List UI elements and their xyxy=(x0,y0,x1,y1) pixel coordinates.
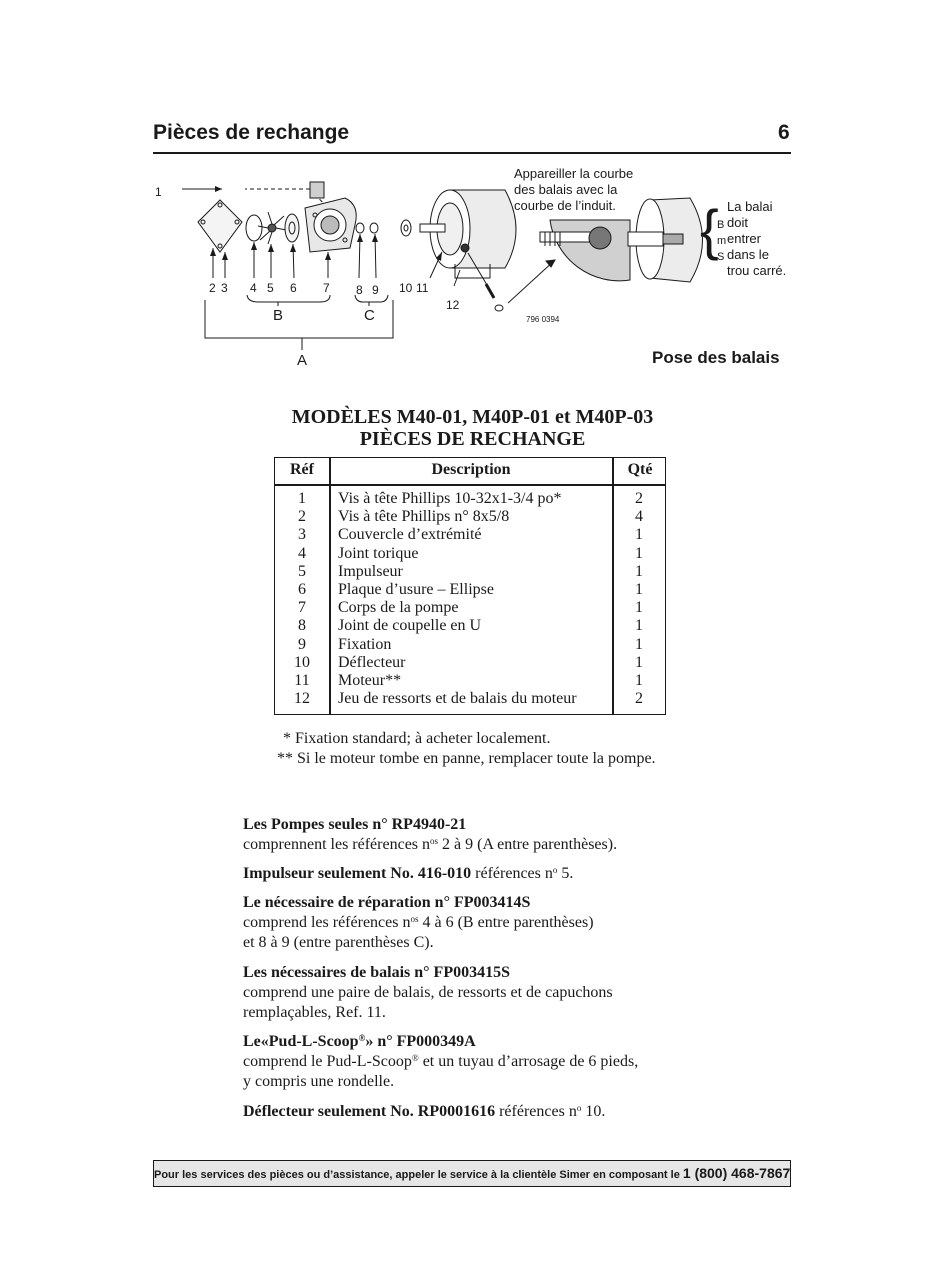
column-header-description: Description xyxy=(431,461,511,478)
page-title: Pièces de rechange xyxy=(153,121,350,144)
kit-description: comprennent les références $n^{os}$ 2 à 9 (A entre parenthèses). xyxy=(243,836,618,853)
kit-title: Déflecteur seulement No. RP0001616 xyxy=(243,1103,496,1120)
caption-line: entrer xyxy=(727,231,761,246)
header-divider xyxy=(275,484,665,486)
callout-3: 3 xyxy=(221,281,228,295)
kit-description: références $n^o$ 5. xyxy=(471,865,574,882)
cell-qty: 2 xyxy=(635,490,643,507)
callout-8: 8 xyxy=(356,283,363,297)
cell-description: Joint torique xyxy=(338,544,419,562)
footnote-mark: * xyxy=(283,730,291,747)
kit-description: comprend le Pud-L-Scoop® et un tuyau d’arrosage de 6 pieds, xyxy=(243,1053,639,1070)
column-header-qty: Qté xyxy=(627,461,653,478)
brace-symbol: { xyxy=(700,198,719,261)
kit-description: comprend une paire de balais, de ressorts et de capuchons xyxy=(243,984,613,1001)
group-label-c: C xyxy=(364,307,375,324)
kit-description: et 8 à 9 (entre parenthèses C). xyxy=(243,934,434,951)
caption-line: des balais avec la xyxy=(514,182,618,197)
callout-2: 2 xyxy=(209,281,216,295)
kit-description: références $n^o$ 10. xyxy=(495,1103,606,1120)
table-row xyxy=(275,599,665,617)
callout-4: 4 xyxy=(250,281,257,295)
cell-qty: 4 xyxy=(635,508,643,526)
callout-6: 6 xyxy=(290,281,297,295)
footnote-text: Si le moteur tombe en panne, remplacer toute la pompe. xyxy=(297,750,656,767)
cell-description: Moteur** xyxy=(338,672,402,689)
table-row xyxy=(275,545,665,563)
brush-match-caption xyxy=(514,166,654,214)
cell-ref: 9 xyxy=(298,635,306,653)
caption-line: courbe de l’induit. xyxy=(514,198,616,213)
kit-brush xyxy=(243,963,613,1023)
kit-pump-only xyxy=(243,815,617,855)
table-row xyxy=(275,636,665,654)
callout-12: 12 xyxy=(446,298,460,312)
cell-qty: 2 xyxy=(635,690,643,708)
service-footer xyxy=(153,1160,791,1187)
cell-ref: 12 xyxy=(294,690,310,708)
kit-deflector-only xyxy=(243,1102,605,1122)
exploded-parts-diagram xyxy=(150,160,795,375)
kit-impeller-only xyxy=(243,864,573,884)
page-number: 6 xyxy=(778,121,790,144)
kit-title: Le«Pud-L-Scoop®» n° FP000349A xyxy=(243,1033,476,1050)
table-row xyxy=(275,508,665,526)
cell-description: Jeu de ressorts et de balais du moteur xyxy=(338,690,577,708)
footnote-mark: ** xyxy=(277,750,293,767)
caption-line: dans le xyxy=(727,247,769,262)
caption-line: La balai xyxy=(727,199,773,214)
callout-1: 1 xyxy=(155,185,162,199)
kit-description: remplaçables, Ref. 11. xyxy=(243,1004,386,1021)
brush-hole-caption xyxy=(727,199,797,279)
callout-7: 7 xyxy=(323,281,330,295)
caption-fragment xyxy=(717,217,726,265)
table-row xyxy=(275,490,665,508)
column-header-ref: Réf xyxy=(290,461,314,478)
group-label-b: B xyxy=(273,307,284,324)
kit-title: Le nécessaire de réparation n° FP003414S xyxy=(243,894,531,911)
cell-qty: 1 xyxy=(635,526,643,544)
cell-qty: 1 xyxy=(635,562,643,580)
cell-ref: 3 xyxy=(298,526,306,544)
cell-qty: 1 xyxy=(635,581,643,598)
caption-line: doit xyxy=(727,215,748,230)
cell-description: Vis à tête Phillips 10-32x1-3/4 po* xyxy=(338,490,562,507)
table-row xyxy=(275,690,665,708)
cell-qty: 1 xyxy=(635,635,643,653)
footnote-text: Fixation standard; à acheter localement. xyxy=(295,730,551,747)
cell-qty: 1 xyxy=(635,617,643,635)
kit-title: Impulseur seulement No. 416-010 xyxy=(243,865,472,882)
footer-phone: 1 (800) 468-7867 xyxy=(682,1165,791,1181)
figure-code: 796 0394 xyxy=(526,315,560,324)
caption-line: B xyxy=(717,219,725,231)
kit-title: Les nécessaires de balais n° FP003415S xyxy=(243,964,510,981)
cell-ref: 7 xyxy=(298,599,306,617)
cell-ref: 5 xyxy=(298,562,306,580)
header-rule xyxy=(153,152,791,154)
table-row xyxy=(275,654,665,672)
kit-title: Les Pompes seules n° RP4940-21 xyxy=(243,816,467,833)
group-label-a: A xyxy=(297,352,308,369)
cell-ref: 8 xyxy=(298,617,306,635)
cell-description: Plaque d’usure – Ellipse xyxy=(338,581,494,598)
cell-ref: 10 xyxy=(294,653,310,671)
cell-description: Impulseur xyxy=(338,562,403,580)
caption-line: S xyxy=(717,251,725,263)
cell-description: Couvercle d’extrémité xyxy=(338,526,482,544)
footnote-2 xyxy=(277,750,656,768)
kit-description: comprend les références $n^{os}$ 4 à 6 (B entre parenthèses) xyxy=(243,914,594,931)
cell-ref: 11 xyxy=(294,672,310,689)
cell-description: Fixation xyxy=(338,635,392,653)
table-row xyxy=(275,526,665,544)
caption-line: Appareiller la courbe xyxy=(514,166,634,181)
kit-repair xyxy=(243,893,594,953)
cell-description: Déflecteur xyxy=(338,653,406,671)
cell-description: Vis à tête Phillips n° 8x5/8 xyxy=(338,508,510,526)
kit-pud-l-scoop xyxy=(243,1032,638,1092)
footnote-1 xyxy=(283,730,550,748)
cell-qty: 1 xyxy=(635,599,643,617)
caption-line: m xyxy=(717,235,727,247)
parts-table xyxy=(274,457,666,715)
callout-10: 10 xyxy=(399,281,413,295)
callout-11: 11 xyxy=(416,281,429,295)
cell-ref: 1 xyxy=(298,490,306,507)
parts-list-title xyxy=(250,406,695,450)
callout-9: 9 xyxy=(372,283,379,297)
parts-title-line-2: PIÈCES DE RECHANGE xyxy=(359,428,586,450)
table-row xyxy=(275,672,665,690)
cell-description: Joint de coupelle en U xyxy=(338,617,482,635)
table-row xyxy=(275,617,665,635)
cell-ref: 6 xyxy=(298,581,306,598)
footer-text: Pour les services des pièces ou d’assistance, appeler le service à la clientèle Simer en composant le xyxy=(154,1169,683,1181)
cell-ref: 2 xyxy=(298,508,306,526)
table-row xyxy=(275,563,665,581)
kit-description: y compris une rondelle. xyxy=(243,1073,395,1090)
cell-qty: 1 xyxy=(635,653,643,671)
caption-line: trou carré. xyxy=(727,263,787,278)
callout-5: 5 xyxy=(267,281,274,295)
cell-qty: 1 xyxy=(635,672,643,689)
cell-ref: 4 xyxy=(298,544,306,562)
table-row xyxy=(275,581,665,599)
brush-install-caption: Pose des balais xyxy=(652,348,780,367)
cell-description: Corps de la pompe xyxy=(338,599,459,617)
parts-title-line-1: MODÈLES M40-01, M40P-01 et M40P-03 xyxy=(291,406,654,428)
cell-qty: 1 xyxy=(635,544,643,562)
